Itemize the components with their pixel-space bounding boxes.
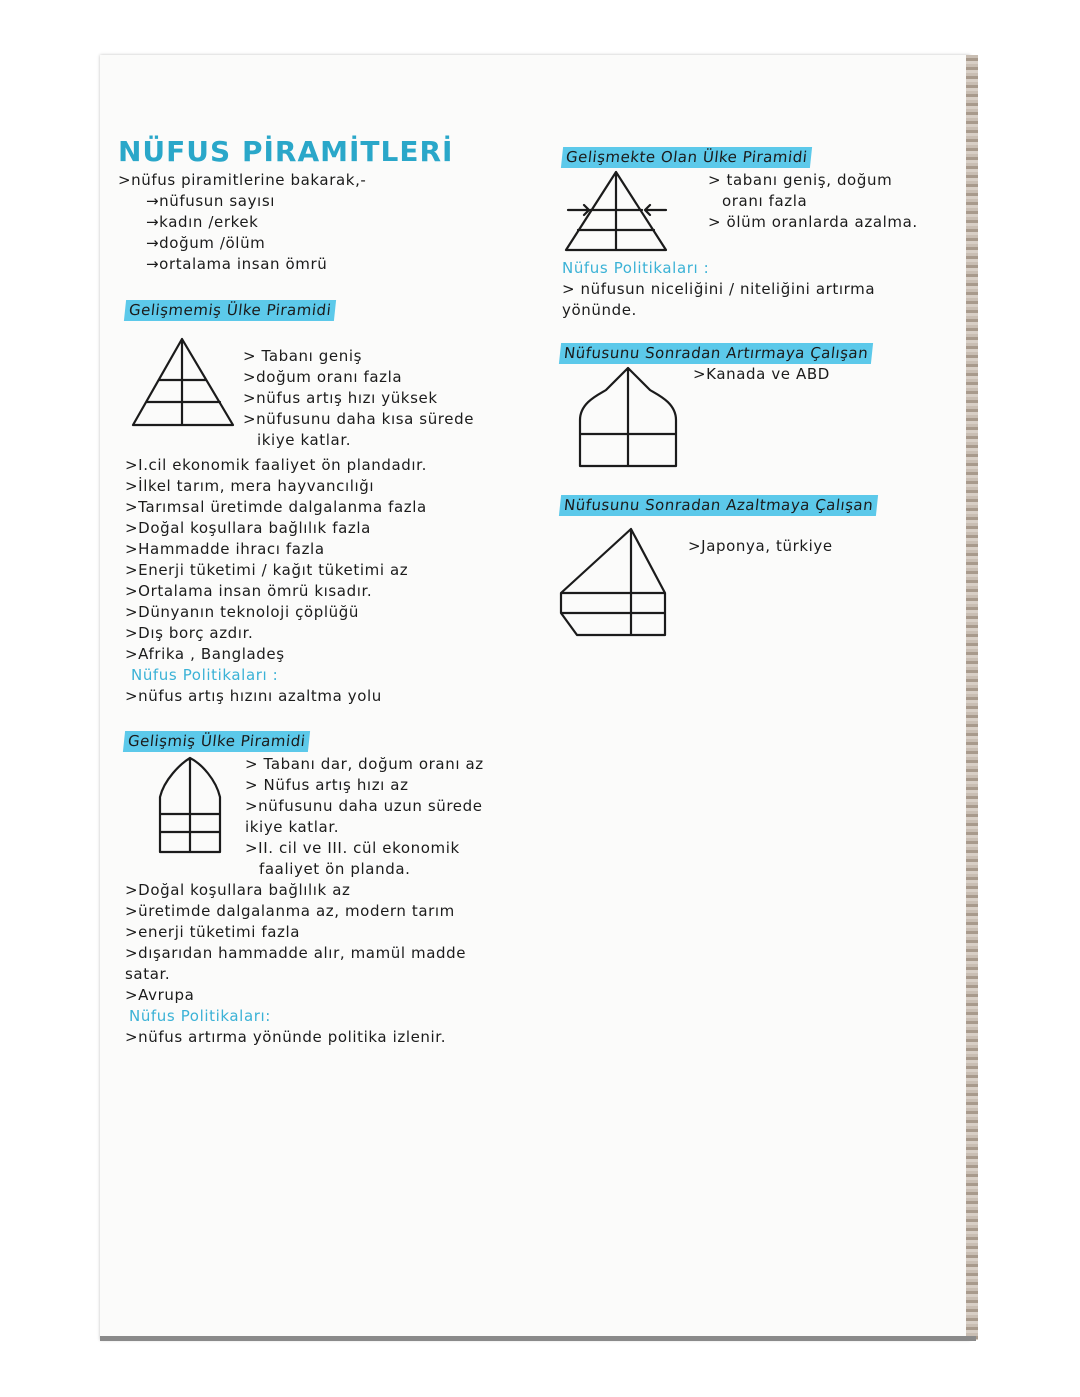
list-item: > Tabanı geniş xyxy=(243,347,363,365)
policy-text: >nüfus artırma yönünde politika izlenir. xyxy=(125,1028,447,1046)
list-item: ikiye katlar. xyxy=(245,818,340,836)
list-item: > Nüfus artış hızı az xyxy=(245,776,409,794)
policy-label: Nüfus Politikaları: xyxy=(129,1007,271,1025)
policy-text: > nüfusun niceliğini / niteliğini artırma xyxy=(562,280,876,298)
list-item: >enerji tüketimi fazla xyxy=(125,923,301,941)
list-item: >dışarıdan hammadde alır, mamül madde xyxy=(125,944,467,962)
page-edge xyxy=(966,55,978,1340)
intro-item: →nüfusun sayısı xyxy=(146,192,275,210)
decrease-pyramid-drawing xyxy=(555,525,675,643)
list-item: >nüfusunu daha uzun sürede xyxy=(245,797,483,815)
page-title: NÜFUS PİRAMİTLERİ xyxy=(118,135,454,168)
list-item: faaliyet ön planda. xyxy=(259,860,411,878)
list-item: >Hammadde ihracı fazla xyxy=(125,540,325,558)
underdeveloped-heading-wrap xyxy=(125,300,335,321)
policy-label: Nüfus Politikaları : xyxy=(562,259,710,277)
intro-item: →doğum /ölüm xyxy=(146,234,266,252)
developing-side-list xyxy=(708,170,918,233)
decrease-note-wrap xyxy=(688,536,833,557)
developed-pyramid-drawing xyxy=(150,752,240,862)
increase-pyramid-drawing xyxy=(572,362,684,472)
list-item: > ölüm oranlarda azalma. xyxy=(708,213,918,231)
increase-later-heading: Nüfusunu Sonradan Artırmaya Çalışan xyxy=(559,343,873,364)
list-item: ikiye katlar. xyxy=(257,431,352,449)
list-item: >I.cil ekonomik faaliyet ön plandadır. xyxy=(125,456,427,474)
developing-heading-wrap xyxy=(562,147,811,168)
left-column xyxy=(118,135,538,275)
developing-policy xyxy=(562,258,875,321)
increase-heading-wrap xyxy=(560,343,872,364)
developed-heading: Gelişmiş Ülke Piramidi xyxy=(123,731,311,752)
list-item: >üretimde dalgalanma az, modern tarım xyxy=(125,902,455,920)
list-item: >II. cil ve III. cül ekonomik xyxy=(245,839,460,857)
developed-list xyxy=(125,880,466,1048)
decrease-heading-wrap xyxy=(560,495,877,516)
increase-later-note: >Kanada ve ABD xyxy=(693,365,830,383)
underdeveloped-pyramid-drawing xyxy=(125,333,240,433)
decrease-later-heading: Nüfusunu Sonradan Azaltmaya Çalışan xyxy=(559,495,878,516)
list-item: >Avrupa xyxy=(125,986,195,1004)
list-item: >nüfus artış hızı yüksek xyxy=(243,389,438,407)
list-item: >Afrika , Bangladeş xyxy=(125,645,285,663)
list-item: satar. xyxy=(125,965,171,983)
list-item: oranı fazla xyxy=(722,192,808,210)
list-item: >İlkel tarım, mera hayvancılığı xyxy=(125,477,375,495)
list-item: >Enerji tüketimi / kağıt tüketimi az xyxy=(125,561,409,579)
list-item: > Tabanı dar, doğum oranı az xyxy=(245,755,484,773)
policy-label: Nüfus Politikaları : xyxy=(131,666,279,684)
policy-text: yönünde. xyxy=(562,301,637,319)
developing-heading: Gelişmekte Olan Ülke Piramidi xyxy=(561,147,813,168)
list-item: >Tarımsal üretimde dalgalanma fazla xyxy=(125,498,427,516)
developed-heading-wrap xyxy=(124,731,309,752)
list-item: > tabanı geniş, doğum xyxy=(708,171,893,189)
list-item: >Doğal koşullara bağlılık fazla xyxy=(125,519,371,537)
developing-pyramid-drawing xyxy=(560,168,675,256)
underdeveloped-list xyxy=(125,455,427,707)
list-item: >Doğal koşullara bağlılık az xyxy=(125,881,351,899)
list-item: >Dış borç azdır. xyxy=(125,624,254,642)
underdeveloped-heading: Gelişmemiş Ülke Piramidi xyxy=(124,300,336,321)
intro-item: →kadın /erkek xyxy=(146,213,259,231)
underdeveloped-side-list xyxy=(243,346,474,451)
list-item: >doğum oranı fazla xyxy=(243,368,403,386)
policy-text: >nüfus artış hızını azaltma yolu xyxy=(125,687,382,705)
page-bottom-edge xyxy=(100,1336,976,1341)
list-item: >Ortalama insan ömrü kısadır. xyxy=(125,582,373,600)
intro-line: >nüfus piramitlerine bakarak,- xyxy=(118,171,367,189)
intro-item: →ortalama insan ömrü xyxy=(146,255,328,273)
developed-side-list xyxy=(245,754,484,880)
increase-note-wrap xyxy=(693,364,830,385)
list-item: >Dünyanın teknoloji çöplüğü xyxy=(125,603,359,621)
decrease-later-note: >Japonya, türkiye xyxy=(688,537,833,555)
list-item: >nüfusunu daha kısa sürede xyxy=(243,410,475,428)
